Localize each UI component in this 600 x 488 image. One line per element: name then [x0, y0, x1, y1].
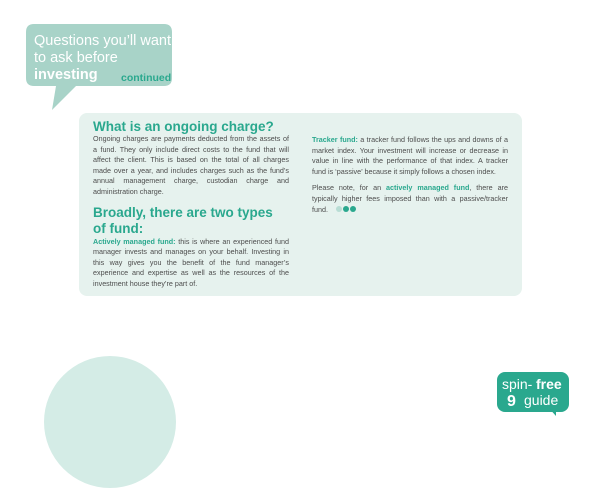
dot-1	[336, 206, 342, 212]
note-suffix: , there are typically higher fees imposed than with a passive/tracker fund.	[312, 183, 508, 214]
tracker-label: Tracker fund:	[312, 135, 358, 144]
logo-guide: guide	[524, 392, 559, 408]
page-number: 9	[507, 393, 516, 410]
actively-managed-paragraph	[93, 237, 289, 290]
fund-types-heading	[93, 205, 289, 237]
tracker-paragraph	[312, 135, 508, 177]
ongoing-charge-paragraph: Ongoing charges are payments deducted from the assets of a fund. They only include direct costs to the fund that will affect the client. This is based on the total of all charges made over a year, and includes charges such as the fund’s annual management charge, custodian charge and administration charge.	[93, 134, 289, 196]
fund-types-heading-line-2: of fund:	[93, 220, 144, 236]
logo-spin: spin-	[502, 376, 533, 392]
dot-2	[343, 206, 349, 212]
decorative-circle	[44, 356, 176, 488]
right-column	[312, 135, 508, 215]
logo-free: free	[536, 376, 562, 392]
bubble-line-3: investing	[34, 67, 98, 83]
content-panel	[79, 113, 522, 296]
continuation-dots-icon	[336, 205, 357, 216]
actively-managed-text: this is where an experienced fund manager invests and manages on your behalf. Investing in this way gives you the benefit of the fund manager’s experience and expertise as well as the resources of the investment house they’re part of.	[93, 236, 290, 288]
dot-3	[350, 206, 356, 212]
header-speech-bubble	[26, 24, 176, 114]
ongoing-charge-heading: What is an ongoing charge?	[93, 119, 274, 134]
continued-label: continued	[121, 72, 172, 84]
fund-types-heading-line-1: Broadly, there are two types	[93, 204, 273, 220]
note-highlight: actively managed fund	[386, 183, 470, 193]
tracker-text: a tracker fund follows the ups and downs of a market index. Your investment will increase or decrease in value in line with the performance of that index. A tracker fund is ‘passive’ because it simply follows a chosen index.	[312, 135, 508, 176]
bubble-line-1: Questions you’ll want	[34, 33, 172, 49]
note-paragraph	[312, 183, 508, 215]
note-prefix: Please note, for an	[312, 183, 387, 193]
spin-free-guide-logo	[497, 372, 575, 416]
bubble-line-2: to ask before	[34, 50, 118, 66]
actively-managed-label: Actively managed fund:	[93, 236, 176, 246]
left-column	[93, 119, 289, 290]
